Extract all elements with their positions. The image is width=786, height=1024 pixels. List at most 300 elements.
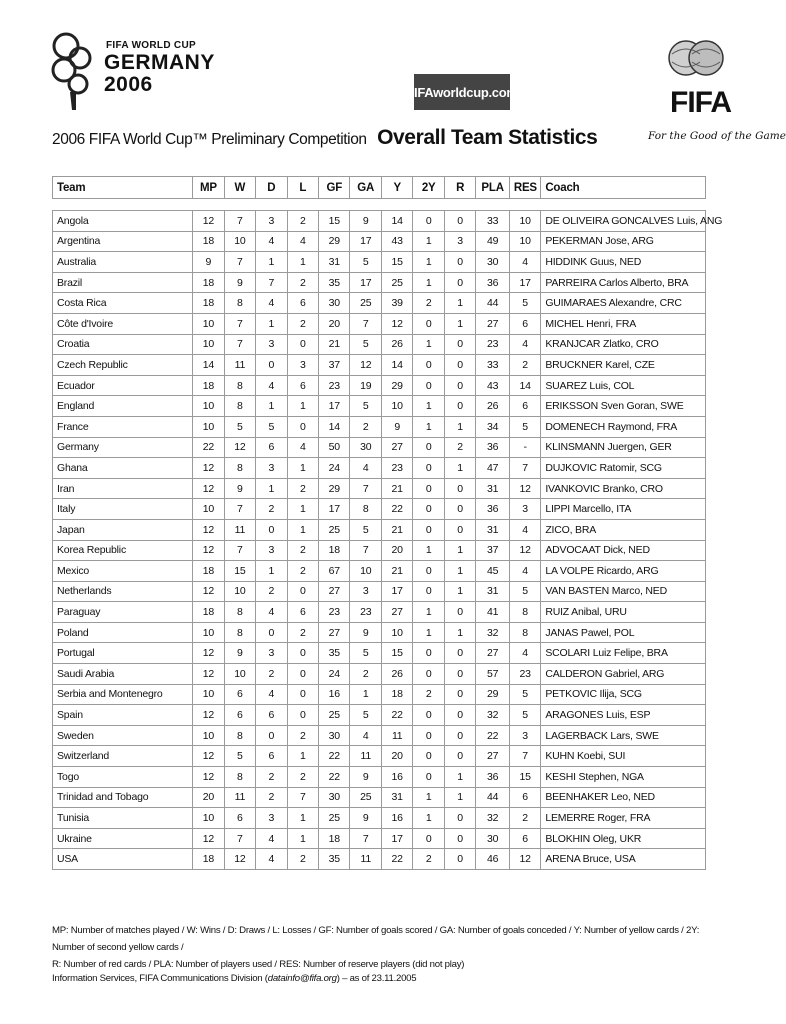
stat-cell: 2	[256, 767, 287, 788]
stat-cell: 10	[193, 622, 224, 643]
stat-cell: 0	[413, 499, 444, 520]
stat-cell: 1	[413, 808, 444, 829]
stat-cell: 3	[256, 211, 287, 232]
stat-cell: 1	[287, 746, 318, 767]
stat-cell: 7	[224, 499, 255, 520]
stat-cell: 49	[476, 231, 510, 252]
legend-footnote	[52, 922, 718, 973]
stat-cell: 12	[193, 828, 224, 849]
coach-cell: BLOKHIN Oleg, UKR	[541, 828, 706, 849]
stat-cell: 1	[444, 458, 475, 479]
table-row	[53, 561, 706, 582]
coach-cell: VAN BASTEN Marco, NED	[541, 581, 706, 602]
stat-cell: 26	[476, 396, 510, 417]
stat-cell: 5	[350, 519, 381, 540]
team-cell: Czech Republic	[53, 355, 193, 376]
stat-cell: 15	[509, 767, 540, 788]
team-cell: Tunisia	[53, 808, 193, 829]
stat-cell: 18	[193, 272, 224, 293]
stat-cell: 1	[413, 787, 444, 808]
stat-cell: 2	[287, 313, 318, 334]
stat-cell: 4	[509, 561, 540, 582]
stat-cell: 29	[319, 478, 350, 499]
stat-cell: 17	[381, 581, 412, 602]
stat-cell: 7	[224, 334, 255, 355]
stat-cell: 29	[319, 231, 350, 252]
stat-cell: 23	[319, 602, 350, 623]
stat-cell: 1	[444, 313, 475, 334]
stat-cell: -	[509, 437, 540, 458]
stat-cell: 1	[413, 602, 444, 623]
stat-cell: 15	[224, 561, 255, 582]
stat-cell: 14	[193, 355, 224, 376]
stat-cell: 12	[193, 643, 224, 664]
stat-cell: 11	[381, 725, 412, 746]
column-header: MP	[193, 177, 224, 199]
stat-cell: 12	[193, 540, 224, 561]
stat-cell: 0	[444, 355, 475, 376]
stat-cell: 17	[350, 272, 381, 293]
stat-cell: 0	[444, 334, 475, 355]
column-header: Team	[53, 177, 193, 199]
stat-cell: 2	[444, 437, 475, 458]
stat-cell: 19	[350, 375, 381, 396]
coach-cell: HIDDINK Guus, NED	[541, 252, 706, 273]
stat-cell: 1	[350, 684, 381, 705]
stat-cell: 0	[413, 355, 444, 376]
stat-cell: 8	[224, 375, 255, 396]
team-cell: Poland	[53, 622, 193, 643]
stat-cell: 8	[224, 458, 255, 479]
stat-cell: 1	[256, 313, 287, 334]
column-header: L	[287, 177, 318, 199]
column-header: 2Y	[413, 177, 444, 199]
stat-cell: 30	[319, 725, 350, 746]
table-row	[53, 416, 706, 437]
stat-cell: 23	[381, 458, 412, 479]
coach-cell: LA VOLPE Ricardo, ARG	[541, 561, 706, 582]
stat-cell: 3	[256, 458, 287, 479]
stat-cell: 1	[413, 272, 444, 293]
team-cell: Italy	[53, 499, 193, 520]
table-row	[53, 293, 706, 314]
stat-cell: 30	[350, 437, 381, 458]
stat-cell: 0	[287, 416, 318, 437]
stat-cell: 36	[476, 767, 510, 788]
stat-cell: 11	[224, 519, 255, 540]
stat-cell: 0	[444, 478, 475, 499]
stat-cell: 2	[287, 725, 318, 746]
stat-cell: 4	[350, 458, 381, 479]
stat-cell: 0	[444, 211, 475, 232]
team-cell: Portugal	[53, 643, 193, 664]
stat-cell: 35	[319, 643, 350, 664]
stat-cell: 9	[350, 211, 381, 232]
stat-cell: 8	[509, 622, 540, 643]
stat-cell: 20	[381, 746, 412, 767]
stat-cell: 5	[350, 396, 381, 417]
table-row	[53, 211, 706, 232]
table-row	[53, 767, 706, 788]
stat-cell: 10	[193, 808, 224, 829]
coach-cell: LAGERBACK Lars, SWE	[541, 725, 706, 746]
team-cell: France	[53, 416, 193, 437]
coach-cell: DOMENECH Raymond, FRA	[541, 416, 706, 437]
stat-cell: 23	[350, 602, 381, 623]
stat-cell: 10	[381, 622, 412, 643]
stat-cell: 1	[287, 252, 318, 273]
stat-cell: 12	[193, 705, 224, 726]
stat-cell: 33	[476, 211, 510, 232]
stat-cell: 0	[256, 622, 287, 643]
stat-cell: 7	[224, 252, 255, 273]
coach-cell: RUIZ Anibal, URU	[541, 602, 706, 623]
stat-cell: 4	[509, 519, 540, 540]
stat-cell: 10	[193, 396, 224, 417]
stat-cell: 6	[509, 787, 540, 808]
stat-cell: 2	[256, 787, 287, 808]
team-cell: Côte d'Ivoire	[53, 313, 193, 334]
stat-cell: 1	[256, 561, 287, 582]
stat-cell: 1	[287, 396, 318, 417]
stat-cell: 5	[509, 581, 540, 602]
stat-cell: 25	[319, 519, 350, 540]
coach-cell: KLINSMANN Juergen, GER	[541, 437, 706, 458]
header-row	[53, 177, 706, 199]
stat-cell: 0	[444, 519, 475, 540]
stat-cell: 0	[413, 746, 444, 767]
logo-line-3: 2006	[104, 73, 153, 96]
page-heading	[52, 126, 597, 150]
stat-cell: 18	[193, 375, 224, 396]
stat-cell: 3	[256, 808, 287, 829]
stat-cell: 1	[444, 561, 475, 582]
table-row	[53, 396, 706, 417]
stat-cell: 0	[287, 581, 318, 602]
stat-cell: 2	[287, 622, 318, 643]
stat-cell: 27	[476, 313, 510, 334]
stat-cell: 0	[413, 561, 444, 582]
stat-cell: 0	[256, 355, 287, 376]
stat-cell: 2	[256, 664, 287, 685]
stat-cell: 18	[193, 293, 224, 314]
stat-cell: 12	[193, 519, 224, 540]
stat-cell: 5	[509, 705, 540, 726]
logo-line-2: GERMANY	[104, 51, 215, 74]
stat-cell: 4	[287, 437, 318, 458]
coach-cell: ERIKSSON Sven Goran, SWE	[541, 396, 706, 417]
stat-cell: 0	[444, 808, 475, 829]
stat-cell: 25	[319, 808, 350, 829]
stat-cell: 8	[224, 293, 255, 314]
coach-cell: SCOLARI Luiz Felipe, BRA	[541, 643, 706, 664]
table-row	[53, 787, 706, 808]
coach-cell: DE OLIVEIRA GONCALVES Luis, ANG	[541, 211, 706, 232]
stat-cell: 12	[193, 581, 224, 602]
badge-text: FIFAworldcup.com	[406, 84, 518, 100]
stat-cell: 7	[350, 478, 381, 499]
stat-cell: 10	[193, 416, 224, 437]
stat-cell: 29	[381, 375, 412, 396]
stat-cell: 31	[476, 519, 510, 540]
coach-cell: KUHN Koebi, SUI	[541, 746, 706, 767]
stat-cell: 1	[256, 478, 287, 499]
stat-cell: 5	[224, 746, 255, 767]
stat-cell: 30	[476, 252, 510, 273]
stat-cell: 0	[413, 664, 444, 685]
team-cell: Japan	[53, 519, 193, 540]
stat-cell: 21	[381, 519, 412, 540]
footnote-line-1: MP: Number of matches played / W: Wins / D: Draws / L: Losses / GF: Number of goals scored / GA: Number of goals conceded / Y: Number of yellow cards / 2Y: Number of second yellow cards /	[52, 925, 700, 953]
stat-cell: 7	[350, 313, 381, 334]
team-cell: Croatia	[53, 334, 193, 355]
team-cell: Serbia and Montenegro	[53, 684, 193, 705]
table-row	[53, 622, 706, 643]
stat-cell: 6	[287, 293, 318, 314]
stat-cell: 16	[381, 767, 412, 788]
table-row	[53, 705, 706, 726]
stat-cell: 21	[319, 334, 350, 355]
stat-cell: 20	[319, 313, 350, 334]
team-cell: Iran	[53, 478, 193, 499]
stat-cell: 31	[319, 252, 350, 273]
stat-cell: 6	[224, 808, 255, 829]
coach-cell: KESHI Stephen, NGA	[541, 767, 706, 788]
stat-cell: 8	[509, 602, 540, 623]
stat-cell: 30	[319, 293, 350, 314]
stat-cell: 1	[444, 540, 475, 561]
stat-cell: 11	[224, 787, 255, 808]
coach-cell: BEENHAKER Leo, NED	[541, 787, 706, 808]
stat-cell: 0	[413, 828, 444, 849]
stat-cell: 7	[350, 540, 381, 561]
stat-cell: 12	[509, 540, 540, 561]
team-cell: Germany	[53, 437, 193, 458]
stat-cell: 15	[381, 252, 412, 273]
stat-cell: 0	[287, 334, 318, 355]
stat-cell: 12	[193, 211, 224, 232]
stat-cell: 12	[350, 355, 381, 376]
spacer-cell	[53, 199, 706, 211]
stat-cell: 27	[381, 437, 412, 458]
stat-cell: 4	[509, 334, 540, 355]
stat-cell: 10	[509, 211, 540, 232]
stat-cell: 12	[509, 849, 540, 870]
stat-cell: 23	[319, 375, 350, 396]
stat-cell: 22	[319, 767, 350, 788]
stat-cell: 2	[287, 272, 318, 293]
stat-cell: 0	[413, 705, 444, 726]
table-row	[53, 437, 706, 458]
world-cup-emblem-icon	[50, 24, 100, 112]
table-row	[53, 602, 706, 623]
footnote-line-2: R: Number of red cards / PLA: Number of players used / RES: Number of reserve players (did not play)	[52, 959, 465, 970]
stat-cell: 1	[413, 231, 444, 252]
stat-cell: 0	[413, 437, 444, 458]
stat-cell: 10	[381, 396, 412, 417]
stat-cell: 1	[444, 416, 475, 437]
stat-cell: 7	[224, 540, 255, 561]
column-header: GA	[350, 177, 381, 199]
stat-cell: 0	[444, 396, 475, 417]
team-cell: Angola	[53, 211, 193, 232]
column-header: PLA	[476, 177, 510, 199]
fifa-wordmark: FIFA	[670, 86, 731, 119]
table-row	[53, 355, 706, 376]
team-cell: Trinidad and Tobago	[53, 787, 193, 808]
stat-cell: 6	[256, 705, 287, 726]
stat-cell: 46	[476, 849, 510, 870]
stat-cell: 0	[444, 849, 475, 870]
stat-cell: 10	[509, 231, 540, 252]
stat-cell: 12	[193, 746, 224, 767]
stat-cell: 1	[287, 519, 318, 540]
stat-cell: 29	[476, 684, 510, 705]
stat-cell: 4	[256, 375, 287, 396]
stat-cell: 1	[413, 334, 444, 355]
stat-cell: 8	[224, 396, 255, 417]
stat-cell: 8	[224, 602, 255, 623]
stat-cell: 10	[193, 684, 224, 705]
coach-cell: SUAREZ Luis, COL	[541, 375, 706, 396]
stat-cell: 18	[193, 231, 224, 252]
stat-cell: 3	[287, 355, 318, 376]
stat-cell: 20	[193, 787, 224, 808]
table-row	[53, 725, 706, 746]
stat-cell: 10	[193, 725, 224, 746]
stat-cell: 8	[350, 499, 381, 520]
team-cell: Korea Republic	[53, 540, 193, 561]
coach-cell: CALDERON Gabriel, ARG	[541, 664, 706, 685]
coach-cell: ZICO, BRA	[541, 519, 706, 540]
stat-cell: 27	[319, 581, 350, 602]
stat-cell: 10	[224, 664, 255, 685]
stat-cell: 4	[350, 725, 381, 746]
stat-cell: 8	[224, 725, 255, 746]
team-cell: England	[53, 396, 193, 417]
stat-cell: 7	[509, 746, 540, 767]
stat-cell: 2	[287, 849, 318, 870]
stat-cell: 17	[319, 499, 350, 520]
stat-cell: 18	[319, 540, 350, 561]
stat-cell: 2	[413, 684, 444, 705]
stat-cell: 1	[287, 808, 318, 829]
stat-cell: 5	[509, 293, 540, 314]
stat-cell: 0	[444, 684, 475, 705]
coach-cell: BRUCKNER Karel, CZE	[541, 355, 706, 376]
stat-cell: 7	[224, 211, 255, 232]
stat-cell: 17	[381, 828, 412, 849]
stat-cell: 24	[319, 664, 350, 685]
stat-cell: 1	[444, 581, 475, 602]
team-cell: USA	[53, 849, 193, 870]
stat-cell: 44	[476, 787, 510, 808]
team-cell: Netherlands	[53, 581, 193, 602]
stat-cell: 1	[444, 622, 475, 643]
stat-cell: 6	[287, 602, 318, 623]
team-cell: Togo	[53, 767, 193, 788]
stat-cell: 0	[256, 725, 287, 746]
stat-cell: 10	[224, 231, 255, 252]
stat-cell: 14	[381, 355, 412, 376]
stat-cell: 21	[381, 561, 412, 582]
table-row	[53, 478, 706, 499]
table-row	[53, 746, 706, 767]
stat-cell: 2	[287, 767, 318, 788]
stat-cell: 32	[476, 705, 510, 726]
stat-cell: 4	[256, 293, 287, 314]
coach-cell: LEMERRE Roger, FRA	[541, 808, 706, 829]
stat-cell: 3	[509, 725, 540, 746]
stat-cell: 57	[476, 664, 510, 685]
stat-cell: 0	[444, 746, 475, 767]
table-row	[53, 581, 706, 602]
stat-cell: 11	[224, 355, 255, 376]
stat-cell: 1	[413, 540, 444, 561]
stat-cell: 2	[413, 293, 444, 314]
stat-cell: 0	[444, 725, 475, 746]
stat-cell: 6	[509, 313, 540, 334]
team-cell: Ghana	[53, 458, 193, 479]
stat-cell: 18	[193, 602, 224, 623]
stat-cell: 4	[509, 643, 540, 664]
stat-cell: 32	[476, 808, 510, 829]
stat-cell: 0	[256, 519, 287, 540]
stat-cell: 41	[476, 602, 510, 623]
stat-cell: 22	[381, 499, 412, 520]
stat-cell: 9	[224, 478, 255, 499]
team-cell: Brazil	[53, 272, 193, 293]
coach-cell: JANAS Pawel, POL	[541, 622, 706, 643]
stat-cell: 5	[350, 705, 381, 726]
stat-cell: 0	[444, 705, 475, 726]
stat-cell: 18	[193, 561, 224, 582]
stat-cell: 12	[193, 458, 224, 479]
stat-cell: 17	[350, 231, 381, 252]
team-cell: Argentina	[53, 231, 193, 252]
stat-cell: 4	[256, 849, 287, 870]
stat-cell: 20	[381, 540, 412, 561]
column-header: Coach	[541, 177, 706, 199]
stat-cell: 1	[287, 828, 318, 849]
team-cell: Spain	[53, 705, 193, 726]
stat-cell: 5	[509, 684, 540, 705]
stat-cell: 0	[413, 478, 444, 499]
stat-cell: 6	[224, 684, 255, 705]
team-cell: Ecuador	[53, 375, 193, 396]
table-row	[53, 375, 706, 396]
stat-cell: 9	[350, 622, 381, 643]
coach-cell: IVANKOVIC Branko, CRO	[541, 478, 706, 499]
stat-cell: 25	[350, 293, 381, 314]
stat-cell: 0	[287, 684, 318, 705]
stat-cell: 15	[319, 211, 350, 232]
stat-cell: 5	[350, 334, 381, 355]
footer-suffix: ) – as of 23.11.2005	[336, 973, 417, 984]
stat-cell: 0	[287, 664, 318, 685]
stat-cell: 0	[444, 828, 475, 849]
stat-cell: 31	[381, 787, 412, 808]
stat-cell: 36	[476, 499, 510, 520]
stat-cell: 37	[476, 540, 510, 561]
stat-cell: 0	[444, 499, 475, 520]
coach-cell: MICHEL Henri, FRA	[541, 313, 706, 334]
stat-cell: 1	[287, 458, 318, 479]
team-cell: Paraguay	[53, 602, 193, 623]
stat-cell: 27	[381, 602, 412, 623]
table-row	[53, 808, 706, 829]
fifaworldcup-badge	[406, 74, 518, 110]
